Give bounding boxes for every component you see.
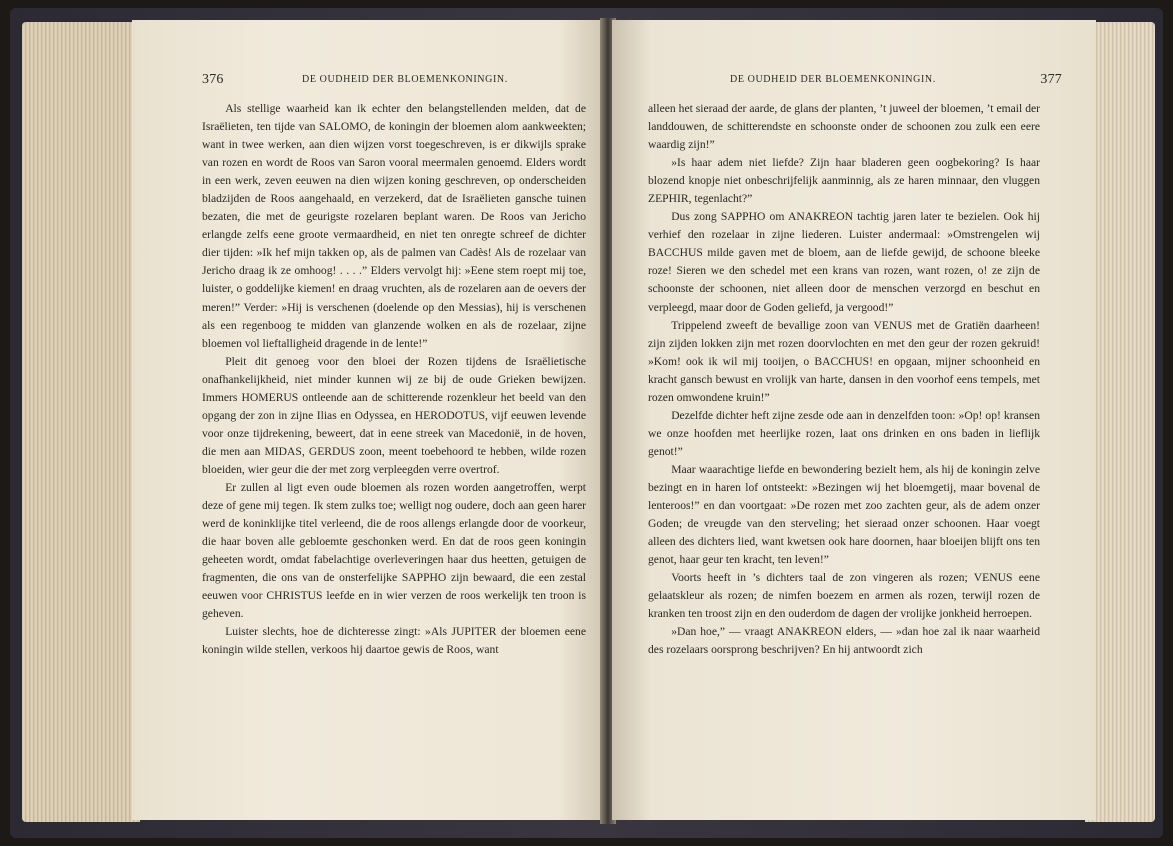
- paragraph: alleen het sieraad der aarde, de glans der planten, ’t juweel der bloemen, ’t email der landdouwen, de schitterendste en schoonste onder de schoonen zou zulk een eere waardig zijn!”: [648, 102, 1040, 152]
- left-page-header: [132, 72, 606, 92]
- right-page-body: [648, 100, 1040, 659]
- paragraph: »Is haar adem niet liefde? Zijn haar bladeren geen oogbekoring? Is haar blozend knopje niet onbeschrijfelijk aanminnig, als ze haren minnaar, den vluggen ZEPHIR, tegenlacht?”: [648, 156, 1040, 206]
- paragraph: Maar waarachtige liefde en bewondering bezielt hem, als hij de koningin zelve bezingt en in haren lof ontsteekt: »Bezingen wij het bloemgetij, maar bovenal de lenteroos!” en dan voortgaat: »De rozen met zoo zachten geur, als de adem onzer Goden; de vreugde van den sterveling; het sieraad onzer schoonen. Haar voegt alleen des dichters lied, want kwetsen ook hare doornen, haar bloeijen blijft ons ten genot, haar geur ten kracht, ten leven!”: [648, 462, 1040, 567]
- page-number: 377: [1040, 72, 1062, 87]
- paragraph: Dus zong SAPPHO om ANAKREON tachtig jaren later te bezielen. Ook hij verhief den rozelaar in zijne liederen. Luister andermaal: »Omstrengelen wij BACCHUS milde gaven met de bloem, aan de liefde gewijd, de schoone bleeke roze! Sieren we den schedel met een krans van rozen, want rozen, o! ze zijn de schoonste der schoonen, niet alleen door de menschen verzorgd en beschut en verpleegd, maar door de Goden geliefd, ja vergood!”: [648, 210, 1040, 314]
- running-title: DE OUDHEID DER BLOEMENKONINGIN.: [730, 74, 936, 85]
- right-page-header: [612, 72, 1096, 92]
- right-page: [612, 20, 1096, 820]
- page-edges-left: [22, 22, 140, 822]
- left-page-body: [202, 100, 586, 659]
- paragraph: Dezelfde dichter heft zijne zesde ode aan in denzelfden toon: »Op! op! kransen we onze hoofden met heerlijke rozen, laat ons drinken en ons baden in lieflijk genot!”: [648, 408, 1040, 458]
- paragraph: Luister slechts, hoe de dichteresse zingt: »Als JUPITER der bloemen eene koningin wilde stellen, verkoos hij daartoe gewis de Roos, want: [202, 625, 586, 657]
- page-number: 376: [202, 72, 224, 87]
- paragraph: Voorts heeft in ’s dichters taal de zon vingeren als rozen; VENUS eene gelaatskleur als rozen; de nimfen boezem en armen als rozen, terwijl rozen de kranken ten troost zijn en den ouderdom de dagen der vrolijke jonkheid herroepen.: [648, 571, 1040, 621]
- paragraph: Pleit dit genoeg voor den bloei der Rozen tijdens de Israëlietische onafhankelijkheid, niet minder kunnen wij ze bij de oude Grieken bewijzen. Immers HOMERUS ontleende aan de schitterende rozenkleur het beeld van den opgang der zon in zijne Ilias en Odyssea, en HERODOTUS, vijf eeuwen levende voor onze tijdrekening, beweert, dat in eene streek van Macedonië, in de hoven, die men aan MIDAS, GERDUS zoon, meent toebehoord te hebben, wilde rozen bloeiden, wier geur die der met zorg verpleegden verre overtrof.: [202, 354, 586, 476]
- running-title: DE OUDHEID DER BLOEMENKONINGIN.: [302, 74, 508, 85]
- paragraph: Er zullen al ligt even oude bloemen als rozen worden aangetroffen, werpt deze of gene mij tegen. Ik stem zulks toe; welligt nog oudere, doch aan geen harer werd de koninklijke titel verleend, die de roos allengs erlangde door de voorkeur, die haar boven alle gebloemte geschonken werd. En dat de roos geen koningin geheeten wordt, omdat fabelachtige overleveringen haar dus heetten, getuigen de fragmenten, die ons van de onsterfelijke SAPPHO zijn bewaard, die een zestal eeuwen voor CHRISTUS leefde en in wier verzen de roos werkelijk ten troon is geheven.: [202, 480, 586, 621]
- paragraph: »Dan hoe,” — vraagt ANAKREON elders, — »dan hoe zal ik naar waarheid des rozelaars oorsprong beschrijven? En hij antwoordt zich: [648, 625, 1040, 657]
- paragraph: Trippelend zweeft de bevallige zoon van VENUS met de Gratiën daarheen! zijn zijden lokken zijn met rozen doorvlochten en met den geur der rozen gekruid! »Kom! ook ik wil mij tooijen, o BACCHUS! en opgaan, mijner schoonheid en kracht gansch bewust en vrolijk van harte, dansen in den voorhof eens tempels, met rozen omwondene kruin!”: [648, 318, 1040, 404]
- left-page: [132, 20, 606, 820]
- paragraph: Als stellige waarheid kan ik echter den belangstellenden melden, dat de Israëlieten, ten tijde van SALOMO, de koningin der bloemen alom aankweekten; want in twee werken, aan dien wijzen vorst toegeschreven, is er dikwijls sprake van rozen en wordt de Roos van Saron vooral meermalen genoemd. Elders wordt in een werk, zeven eeuwen na dien wijzen koning geschreven, op onderscheiden bladzijden de Roos aangehaald, en verzekerd, dat de Israëlieten gansche tuinen bezaten, die met de geurigste rozelaren beplant waren. De Roos van Jericho erlangde zelfs eene groote vermaardheid, en niet ten onregte schreef de dichter dier tijden: »Ik hef mijn takken op, als de palmen van Cadès! Als de rozelaar van Jericho draag ik ze omhoog! . . . .” Elders vervolgt hij: »Eene stem roept mij toe, luister, o goddelijke kiemen! en draag vruchten, als de rozelaren aan de oevers der meren!” Verder: »Hij is verschenen (doelende op den Messias), hij is verschenen als een regenboog te midden van glanzende wolken en als de rozelaar, zijne bloemen vol lieftalligheid dragende in de lente!”: [202, 102, 586, 350]
